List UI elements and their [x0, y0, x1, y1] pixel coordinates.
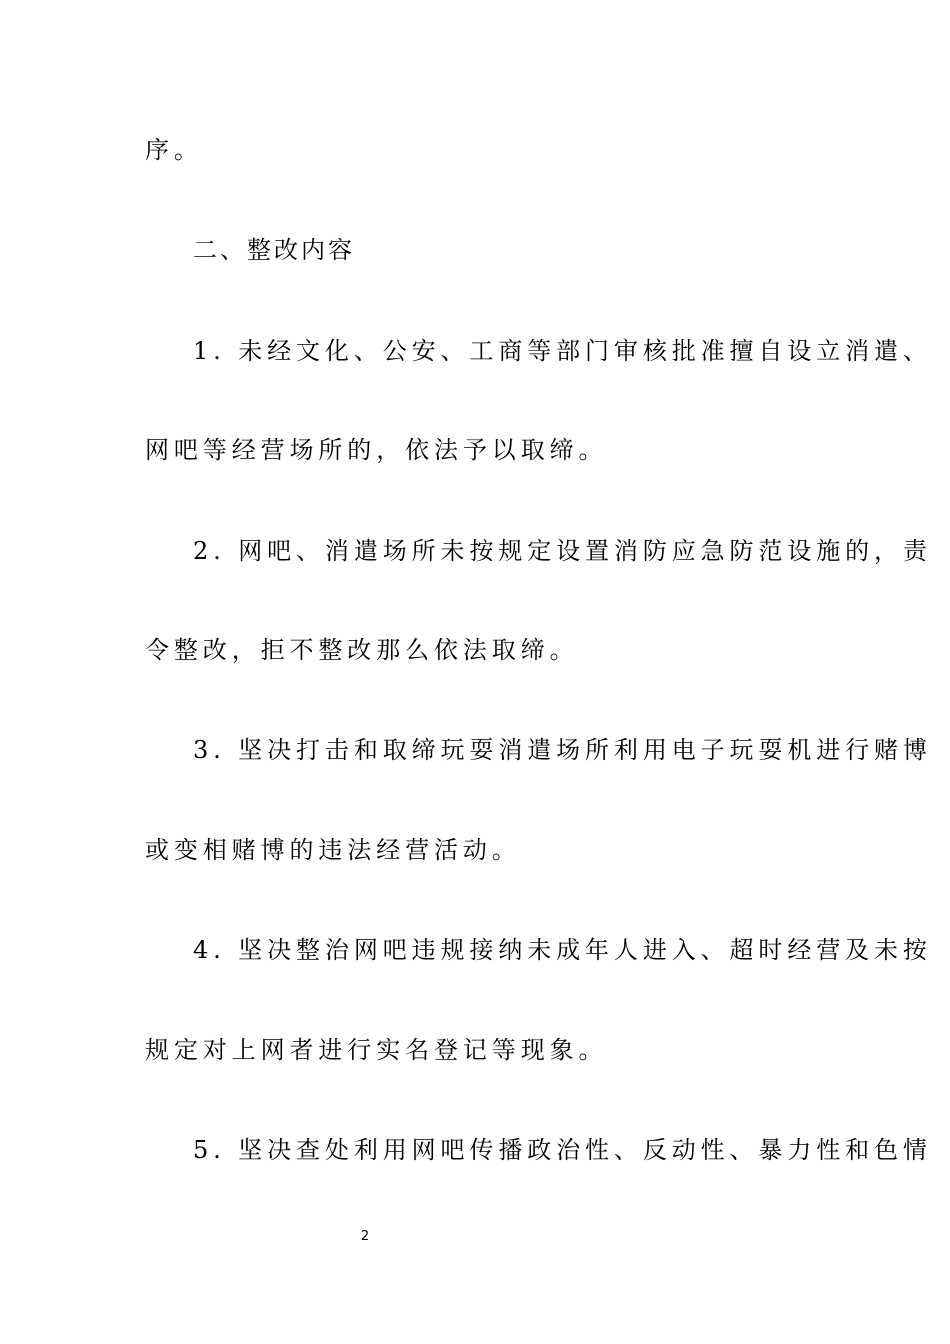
list-item-1-line-2: 网吧等经营场所的，依法予以取缔。: [145, 436, 608, 464]
text-line: 序。: [145, 136, 203, 164]
list-item-1-line-1: 1. 未经文化、公安、工商等部门审核批准擅自设立消遣、: [193, 337, 932, 365]
list-item-4-line-1: 4. 坚决整治网吧违规接纳未成年人进入、超时经营及未按: [193, 936, 932, 964]
list-item-3-line-2: 或变相赌博的违法经营活动。: [145, 836, 521, 864]
page-number: 2: [360, 1229, 370, 1244]
list-item-2-line-1: 2. 网吧、消遣场所未按规定设置消防应急防范设施的，责: [193, 537, 932, 565]
section-heading: 二、整改内容: [193, 236, 355, 264]
list-item-4-line-2: 规定对上网者进行实名登记等现象。: [145, 1036, 608, 1064]
list-item-2-line-2: 令整改，拒不整改那么依法取缔。: [145, 636, 579, 664]
list-item-3-line-1: 3. 坚决打击和取缔玩耍消遣场所利用电子玩耍机进行赌博: [193, 736, 932, 764]
list-item-5-line-1: 5. 坚决查处利用网吧传播政治性、反动性、暴力性和色情: [193, 1136, 932, 1164]
